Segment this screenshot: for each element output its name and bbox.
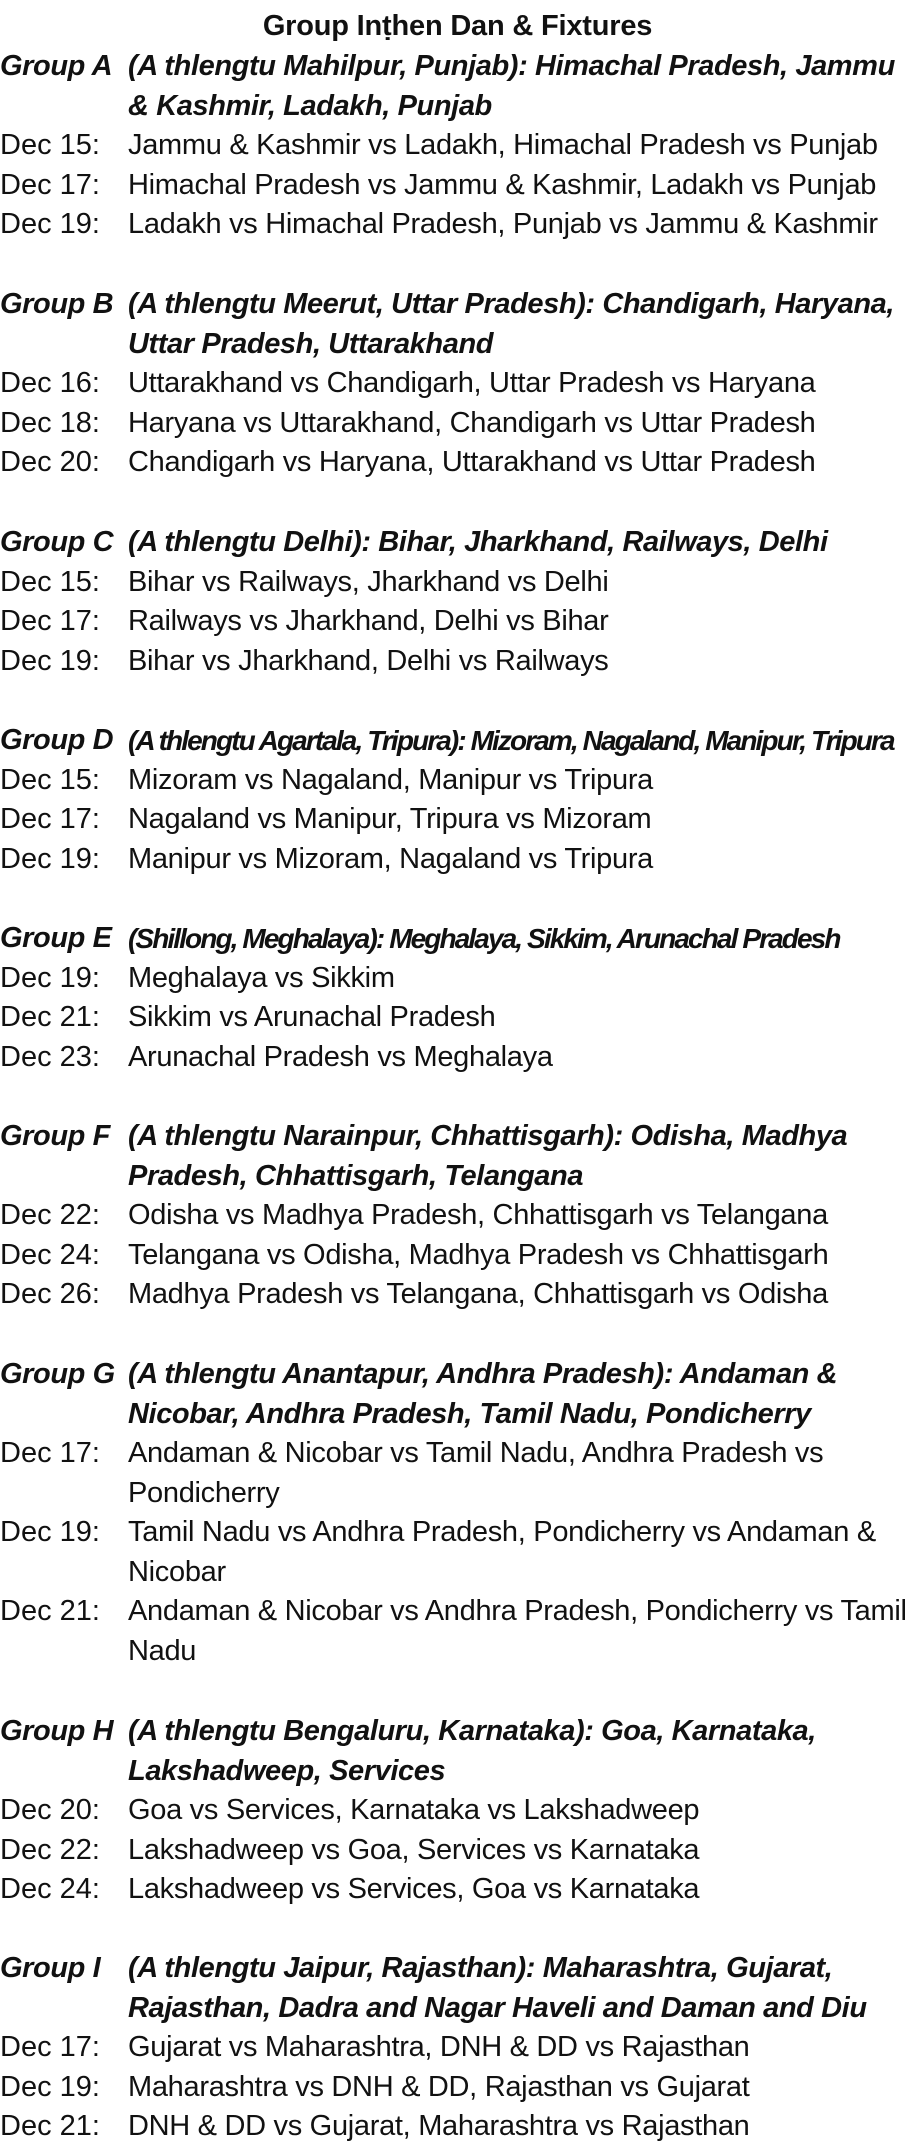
fixture-date: Dec 15: <box>0 763 100 796</box>
fixture-matches: Ladakh vs Himachal Pradesh, Punjab vs Jammu & Kashmir <box>128 208 878 240</box>
fixture-date: Dec 18: <box>0 406 100 439</box>
group-label: Group G <box>0 1358 115 1390</box>
fixture-matches: Odisha vs Madhya Pradesh, Chhattisgarh vs Telangana <box>128 1199 828 1231</box>
fixture-matches: Railways vs Jharkhand, Delhi vs Bihar <box>128 605 609 637</box>
fixture-row <box>0 998 915 1038</box>
group-f <box>0 1117 915 1315</box>
fixture-date: Dec 19: <box>0 644 100 677</box>
fixture-date: Dec 17: <box>0 1437 100 1469</box>
fixture-matches: Telangana vs Odisha, Madhya Pradesh vs Chhattisgarh <box>128 1238 829 1271</box>
group-d <box>0 721 915 879</box>
fixture-row <box>0 364 915 404</box>
fixture-row <box>0 1791 915 1831</box>
fixture-date: Dec 21: <box>0 1595 100 1627</box>
fixture-matches: Chandigarh vs Haryana, Uttarakhand vs Uttar Pradesh <box>128 446 816 478</box>
group-heading <box>0 285 915 364</box>
group-label: Group C <box>0 526 114 558</box>
fixture-row <box>0 800 915 840</box>
fixture-matches: Manipur vs Mizoram, Nagaland vs Tripura <box>128 842 653 875</box>
group-label: Group D <box>0 724 114 756</box>
group-heading <box>0 1949 915 2028</box>
fixture-row <box>0 563 915 603</box>
fixture-matches: Mizoram vs Nagaland, Manipur vs Tripura <box>128 763 653 796</box>
fixture-date: Dec 20: <box>0 446 100 478</box>
fixture-row <box>0 1592 915 1671</box>
fixture-row <box>0 1434 915 1513</box>
fixture-row <box>0 1275 915 1315</box>
fixture-row <box>0 1870 915 1910</box>
fixture-row <box>0 602 915 642</box>
group-label: Group F <box>0 1120 110 1152</box>
group-heading <box>0 919 915 959</box>
group-heading <box>0 721 915 761</box>
group-label: Group I <box>0 1952 101 1984</box>
group-e <box>0 919 915 1077</box>
fixture-matches: Goa vs Services, Karnataka vs Lakshadweep <box>128 1794 700 1826</box>
fixture-row <box>0 2068 915 2108</box>
group-h <box>0 1712 915 1910</box>
fixture-matches: Sikkim vs Arunachal Pradesh <box>128 1001 496 1033</box>
fixture-row <box>0 642 915 682</box>
group-label: Group B <box>0 288 114 320</box>
group-venue-teams: (A thlengtu Anantapur, Andhra Pradesh): Andaman & Nicobar, Andhra Pradesh, Tamil Nadu, Pondicherry <box>128 1358 838 1430</box>
fixture-matches: Meghalaya vs Sikkim <box>128 961 395 994</box>
group-heading <box>0 523 915 563</box>
group-heading <box>0 1355 915 1434</box>
fixture-date: Dec 22: <box>0 1833 100 1866</box>
fixture-date: Dec 19: <box>0 961 100 994</box>
group-label: Group H <box>0 1715 114 1747</box>
fixture-matches: Bihar vs Jharkhand, Delhi vs Railways <box>128 644 609 677</box>
group-c <box>0 523 915 681</box>
fixture-matches: Tamil Nadu vs Andhra Pradesh, Pondicherry vs Andaman & Nicobar <box>128 1516 876 1588</box>
group-venue-teams: (A thlengtu Agartala, Tripura): Mizoram, Nagaland, Manipur, Tripura <box>128 725 894 756</box>
group-venue-teams: (A thlengtu Bengaluru, Karnataka): Goa, Karnataka, Lakshadweep, Services <box>128 1715 816 1787</box>
fixture-matches: Lakshadweep vs Services, Goa vs Karnataka <box>128 1873 700 1905</box>
fixture-row <box>0 1038 915 1078</box>
fixture-matches: Andaman & Nicobar vs Tamil Nadu, Andhra Pradesh vs Pondicherry <box>128 1437 824 1509</box>
group-venue-teams: (A thlengtu Meerut, Uttar Pradesh): Chandigarh, Haryana, Uttar Pradesh, Uttarakhand <box>128 288 895 360</box>
group-venue-teams: (A thlengtu Jaipur, Rajasthan): Maharashtra, Gujarat, Rajasthan, Dadra and Nagar Haveli and Daman and Diu <box>128 1952 867 2024</box>
fixture-date: Dec 16: <box>0 367 100 399</box>
fixture-date: Dec 21: <box>0 2110 100 2142</box>
fixture-matches: Bihar vs Railways, Jharkhand vs Delhi <box>128 565 609 598</box>
group-venue-teams: (Shillong, Meghalaya): Meghalaya, Sikkim, Arunachal Pradesh <box>128 923 840 954</box>
fixture-matches: DNH & DD vs Gujarat, Maharashtra vs Rajasthan <box>128 2110 750 2142</box>
fixture-matches: Madhya Pradesh vs Telangana, Chhattisgarh vs Odisha <box>128 1278 828 1310</box>
fixture-row <box>0 840 915 880</box>
group-venue-teams: (A thlengtu Delhi): Bihar, Jharkhand, Railways, Delhi <box>128 526 828 558</box>
fixture-matches: Uttarakhand vs Chandigarh, Uttar Pradesh vs Haryana <box>128 367 816 399</box>
fixture-date: Dec 22: <box>0 1199 100 1231</box>
fixture-row <box>0 205 915 245</box>
fixture-date: Dec 24: <box>0 1873 100 1905</box>
fixture-row <box>0 1196 915 1236</box>
group-g <box>0 1355 915 1671</box>
group-label: Group A <box>0 50 113 82</box>
fixture-date: Dec 19: <box>0 2070 100 2103</box>
fixture-date: Dec 17: <box>0 168 100 201</box>
fixture-matches: Nagaland vs Manipur, Tripura vs Mizoram <box>128 803 652 835</box>
fixture-row <box>0 1236 915 1276</box>
page-title: Group Inṭhen Dan & Fixtures <box>262 10 653 42</box>
group-heading <box>0 1117 915 1196</box>
fixture-date: Dec 23: <box>0 1040 100 1073</box>
group-heading <box>0 1712 915 1791</box>
group-label: Group E <box>0 922 112 954</box>
fixture-date: Dec 17: <box>0 803 100 835</box>
fixture-date: Dec 19: <box>0 842 100 875</box>
fixture-date: Dec 15: <box>0 565 100 598</box>
fixture-row <box>0 2028 915 2068</box>
fixture-row <box>0 761 915 801</box>
fixture-matches: Lakshadweep vs Goa, Services vs Karnataka <box>128 1833 700 1866</box>
fixture-matches: Gujarat vs Maharashtra, DNH & DD vs Rajasthan <box>128 2031 750 2063</box>
fixture-row <box>0 1831 915 1871</box>
fixture-date: Dec 19: <box>0 208 100 240</box>
group-i <box>0 1949 915 2147</box>
group-venue-teams: (A thlengtu Narainpur, Chhattisgarh): Odisha, Madhya Pradesh, Chhattisgarh, Telangana <box>128 1120 848 1192</box>
fixture-matches: Arunachal Pradesh vs Meghalaya <box>128 1040 553 1073</box>
fixture-matches: Andaman & Nicobar vs Andhra Pradesh, Pondicherry vs Tamil Nadu <box>128 1595 907 1667</box>
fixture-date: Dec 17: <box>0 2031 100 2063</box>
group-venue-teams: (A thlengtu Mahilpur, Punjab): Himachal Pradesh, Jammu & Kashmir, Ladakh, Punjab <box>128 50 895 122</box>
fixture-date: Dec 17: <box>0 605 100 637</box>
fixture-row <box>0 1513 915 1592</box>
group-heading <box>0 47 915 126</box>
fixture-date: Dec 24: <box>0 1238 100 1271</box>
fixture-row <box>0 2107 915 2147</box>
group-a <box>0 47 915 245</box>
fixture-date: Dec 19: <box>0 1516 100 1548</box>
fixture-matches: Himachal Pradesh vs Jammu & Kashmir, Ladakh vs Punjab <box>128 168 877 201</box>
fixture-matches: Jammu & Kashmir vs Ladakh, Himachal Pradesh vs Punjab <box>128 129 878 161</box>
fixture-date: Dec 26: <box>0 1278 100 1310</box>
fixture-date: Dec 21: <box>0 1001 100 1033</box>
fixture-row <box>0 126 915 166</box>
fixture-date: Dec 20: <box>0 1794 100 1826</box>
fixture-date: Dec 15: <box>0 129 100 161</box>
fixture-matches: Maharashtra vs DNH & DD, Rajasthan vs Gujarat <box>128 2070 750 2103</box>
fixture-matches: Haryana vs Uttarakhand, Chandigarh vs Uttar Pradesh <box>128 406 816 439</box>
fixture-row <box>0 959 915 999</box>
group-b <box>0 285 915 483</box>
fixture-row <box>0 404 915 444</box>
fixture-row <box>0 166 915 206</box>
fixture-row <box>0 443 915 483</box>
